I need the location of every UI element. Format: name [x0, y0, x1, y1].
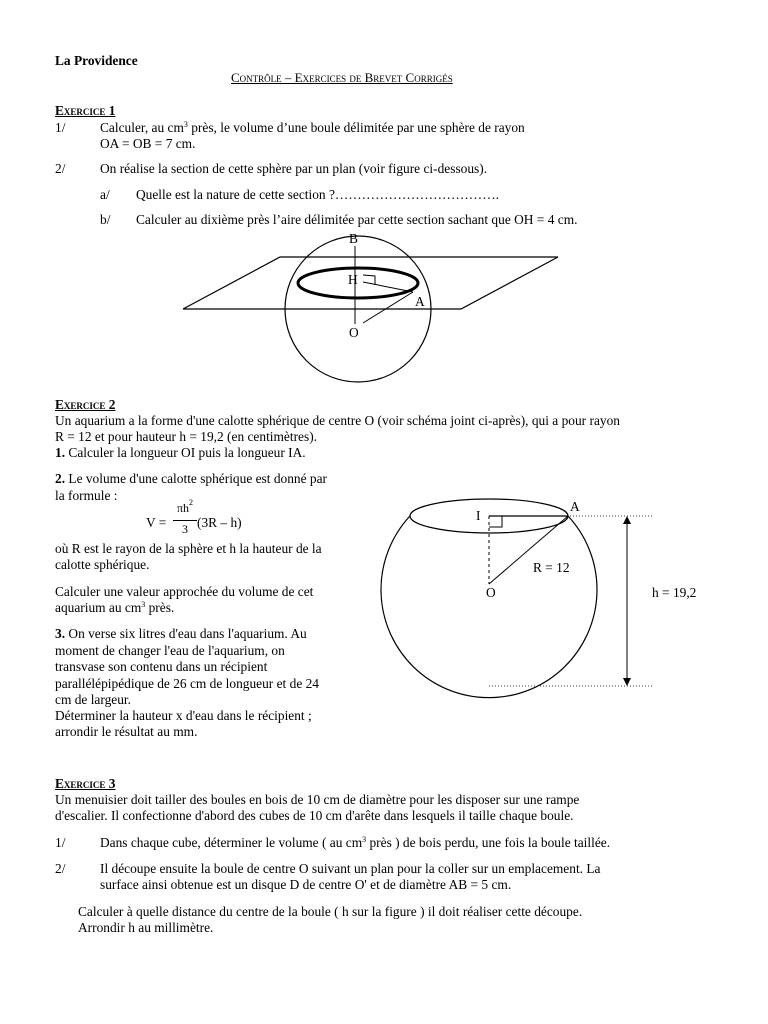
ex2-intro-line2: R = 12 et pour hauteur h = 19,2 (en centimètres).: [55, 429, 318, 444]
label-a-aquarium: A: [570, 499, 580, 514]
ex2-q3-line4: parallélépipédique de 26 cm de longueur et de 24: [55, 676, 319, 691]
ex3-intro-line1: Un menuisier doit tailler des boules en bois de 10 cm de diamètre pour les disposer sur une rampe: [55, 792, 580, 807]
ex2-q1: 1. Calculer la longueur OI puis la longueur IA.: [55, 445, 306, 460]
ex3-q2-line1: Il découpe ensuite la boule de centre O suivant un plan pour la coller sur un emplacement. La: [100, 861, 601, 876]
height-arrow-bottom: [623, 678, 631, 686]
ex1-qa-text: Quelle est la nature de cette section ?……………………………….: [136, 187, 499, 202]
right-angle-mark-2: [489, 516, 502, 527]
ex1-q1-text: Calculer, au $cm^3$ près, le volume d’une boule délimitée par une sphère de rayon: [100, 120, 525, 135]
ex3-q1-number: 1/: [55, 835, 66, 850]
ex1-q1-line2: OA = OB = 7 cm.: [100, 136, 196, 151]
ex1-qa-number: a/: [100, 187, 110, 202]
ex1-q2-number: 2/: [55, 161, 66, 176]
ex1-heading: Exercice 1: [55, 103, 116, 118]
ex2-q3-line3: transvase son contenu dans un récipient: [55, 659, 268, 674]
ex2-q2-line3: où R est le rayon de la sphère et h la hauteur de la: [55, 541, 322, 556]
ex3-q2-number: 2/: [55, 861, 66, 876]
ex2-q2-line6: aquarium au $cm^3$ près.: [55, 600, 175, 615]
ex2-q2-line1: 2. Le volume d'une calotte sphérique est donné par: [55, 471, 328, 486]
label-o: O: [349, 325, 359, 340]
label-o-aquarium: O: [486, 585, 496, 600]
label-radius: R = 12: [533, 560, 570, 575]
ex2-q2-line5: Calculer une valeur approchée du volume de cet: [55, 584, 314, 599]
label-height: h = 19,2: [652, 585, 697, 600]
ex2-q3-line2: moment de changer l'eau de l'aquarium, on: [55, 643, 285, 658]
ex1-q2-text: On réalise la section de cette sphère par un plan (voir figure ci-dessous).: [100, 161, 488, 176]
label-a: A: [415, 294, 425, 309]
ex2-q2-line2: la formule :: [55, 488, 118, 503]
ex2-q3-line5: cm de largeur.: [55, 692, 131, 707]
ex2-q2-line4: calotte sphérique.: [55, 557, 150, 572]
ex3-q1-text: Dans chaque cube, déterminer le volume ( au $cm^3$ près ) de bois perdu, une fois la boule taillée.: [100, 835, 611, 850]
label-b: B: [349, 231, 358, 246]
ex3-q3-line1: Calculer à quelle distance du centre de la boule ( h sur la figure ) il doit réaliser cette découpe.: [78, 904, 583, 919]
page-title: Contrôle – Exercices de Brevet Corrigés: [231, 70, 453, 85]
ex1-qb-number: b/: [100, 212, 111, 227]
formula-numerator: $\pi h^2$: [176, 498, 194, 515]
ex3-intro-line2: d'escalier. Il confectionne d'abord des cubes de 10 cm d'arête dans lesquels il taille chaque boule.: [55, 808, 574, 823]
height-arrow-top: [623, 516, 631, 524]
formula-denominator: 3: [182, 522, 188, 536]
aquarium-outline: [381, 516, 597, 698]
label-i: I: [476, 508, 481, 523]
ex2-heading: Exercice 2: [55, 397, 116, 412]
ex2-q3-line1: 3. On verse six litres d'eau dans l'aquarium. Au: [55, 626, 307, 641]
ex3-q2-line2: surface ainsi obtenue est un disque D de centre O' et de diamètre AB = 5 cm.: [100, 877, 512, 892]
ex2-intro-line1: Un aquarium a la forme d'une calotte sphérique de centre O (voir schéma joint ci-après), qui a pour rayon: [55, 413, 620, 428]
ex2-q3-line6: Déterminer la hauteur x d'eau dans le récipient ;: [55, 708, 312, 723]
ex2-q3-line7: arrondir le résultat au mm.: [55, 724, 198, 739]
ex1-q1-number: 1/: [55, 120, 66, 135]
formula-rest: (3R – h): [197, 515, 242, 530]
ex1-qb-text: Calculer au dixième près l’aire délimitée par cette section sachant que OH = 4 cm.: [136, 212, 578, 227]
ex3-q3-line2: Arrondir h au millimètre.: [78, 920, 214, 935]
school-name: La Providence: [55, 53, 138, 68]
ex3-heading: Exercice 3: [55, 776, 116, 791]
formula-v: V =: [146, 515, 167, 530]
label-h: H: [348, 272, 358, 287]
